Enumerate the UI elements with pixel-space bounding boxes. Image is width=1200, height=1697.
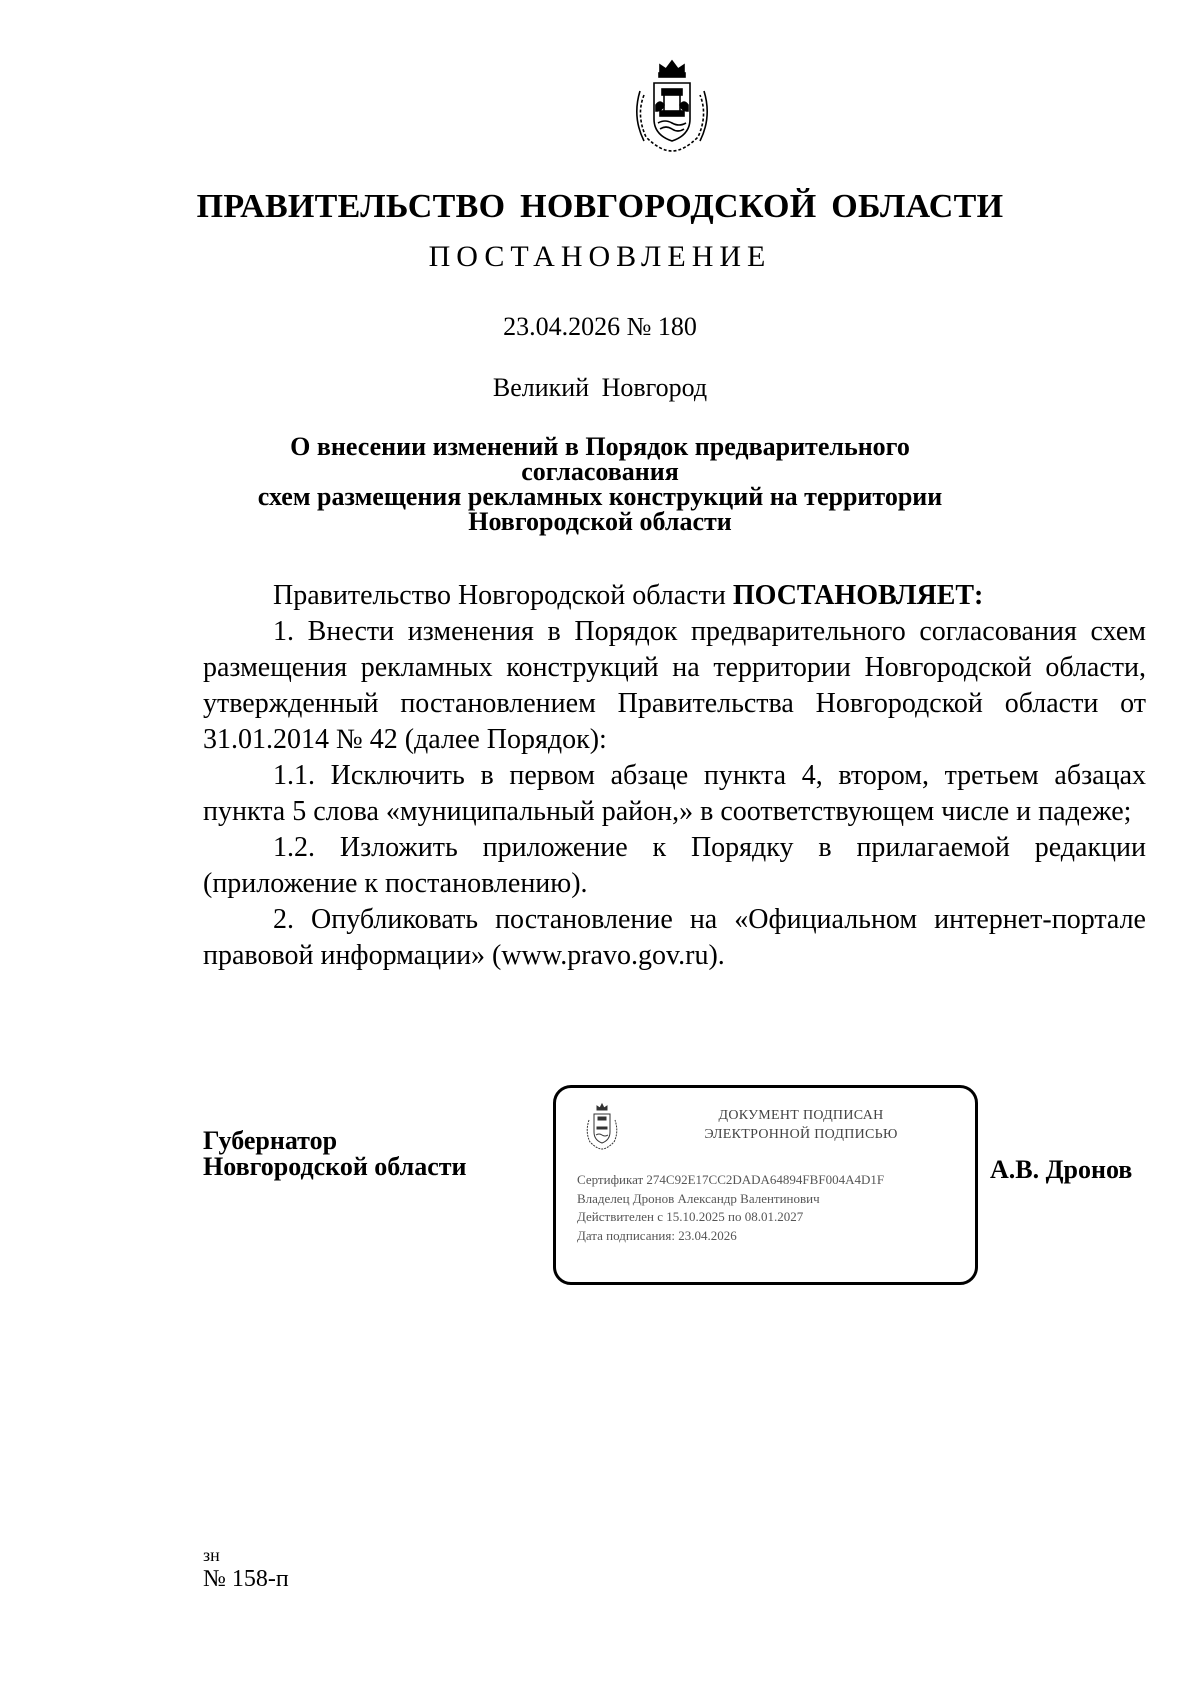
position-line: Новгородской области <box>203 1152 467 1181</box>
document-title <box>230 434 970 534</box>
electronic-signature-stamp <box>553 1085 978 1285</box>
stamp-coat-of-arms-icon <box>583 1102 621 1150</box>
preamble <box>203 578 1146 614</box>
organization-name: ПРАВИТЕЛЬСТВО НОВГОРОДСКОЙ ОБЛАСТИ <box>196 188 1004 225</box>
stamp-info <box>577 1171 884 1245</box>
stamp-owner: Владелец Дронов Александр Валентинович <box>577 1190 820 1206</box>
stamp-validity: Действителен с 15.10.2025 по 08.01.2027 <box>577 1209 804 1224</box>
title-line: О внесении изменений в Порядок предварительного согласования <box>290 432 910 486</box>
preamble-text: Правительство Новгородской области <box>273 580 733 611</box>
paragraph: 2. Опубликовать постановление на «Официальном интернет-портале правовой информации» (www.pravo.gov.ru). <box>203 904 1146 971</box>
title-line: схем размещения рекламных конструкций на территории <box>257 482 943 511</box>
footer-number: № 158-п <box>203 1566 289 1592</box>
document-body <box>203 578 1146 974</box>
stamp-title-line: ЭЛЕКТРОННОЙ ПОДПИСЬЮ <box>704 1127 898 1142</box>
title-line: Новгородской области <box>468 507 732 536</box>
document-type: ПОСТАНОВЛЕНИЕ <box>428 240 772 273</box>
preamble-keyword: ПОСТАНОВЛЯЕТ: <box>732 580 984 611</box>
stamp-certificate: Сертификат 274C92E17CC2DADA64894FBF004A4D1F <box>577 1172 885 1187</box>
position-line: Губернатор <box>203 1126 338 1155</box>
stamp-signed-date: Дата подписания: 23.04.2026 <box>577 1227 737 1243</box>
footer-initials: зн <box>203 1545 220 1565</box>
signer-name: А.В. Дронов <box>990 1155 1133 1184</box>
footer-reference <box>203 1543 289 1591</box>
paragraph: 1.1. Исключить в первом абзаце пункта 4, втором, третьем абзацах пункта 5 слова «муниципальный район,» в соответствующем числе и падеже; <box>203 760 1146 827</box>
stamp-title <box>636 1106 966 1144</box>
city: Великий Новгород <box>492 373 708 402</box>
date-and-number: 23.04.2026 № 180 <box>503 312 697 341</box>
paragraph: 1. Внести изменения в Порядок предварительного согласования схем размещения рекламных конструкций на территории Новгородской области, утвержденный постановлением Правительства Новгородской области от 31.01.2014 № 42 (далее Порядок): <box>203 616 1146 755</box>
signatory-position <box>203 1128 467 1180</box>
coat-of-arms-icon <box>630 55 714 155</box>
paragraph: 1.2. Изложить приложение к Порядку в прилагаемой редакции (приложение к постановлению). <box>203 832 1146 899</box>
stamp-title-line: ДОКУМЕНТ ПОДПИСАН <box>718 1108 884 1123</box>
